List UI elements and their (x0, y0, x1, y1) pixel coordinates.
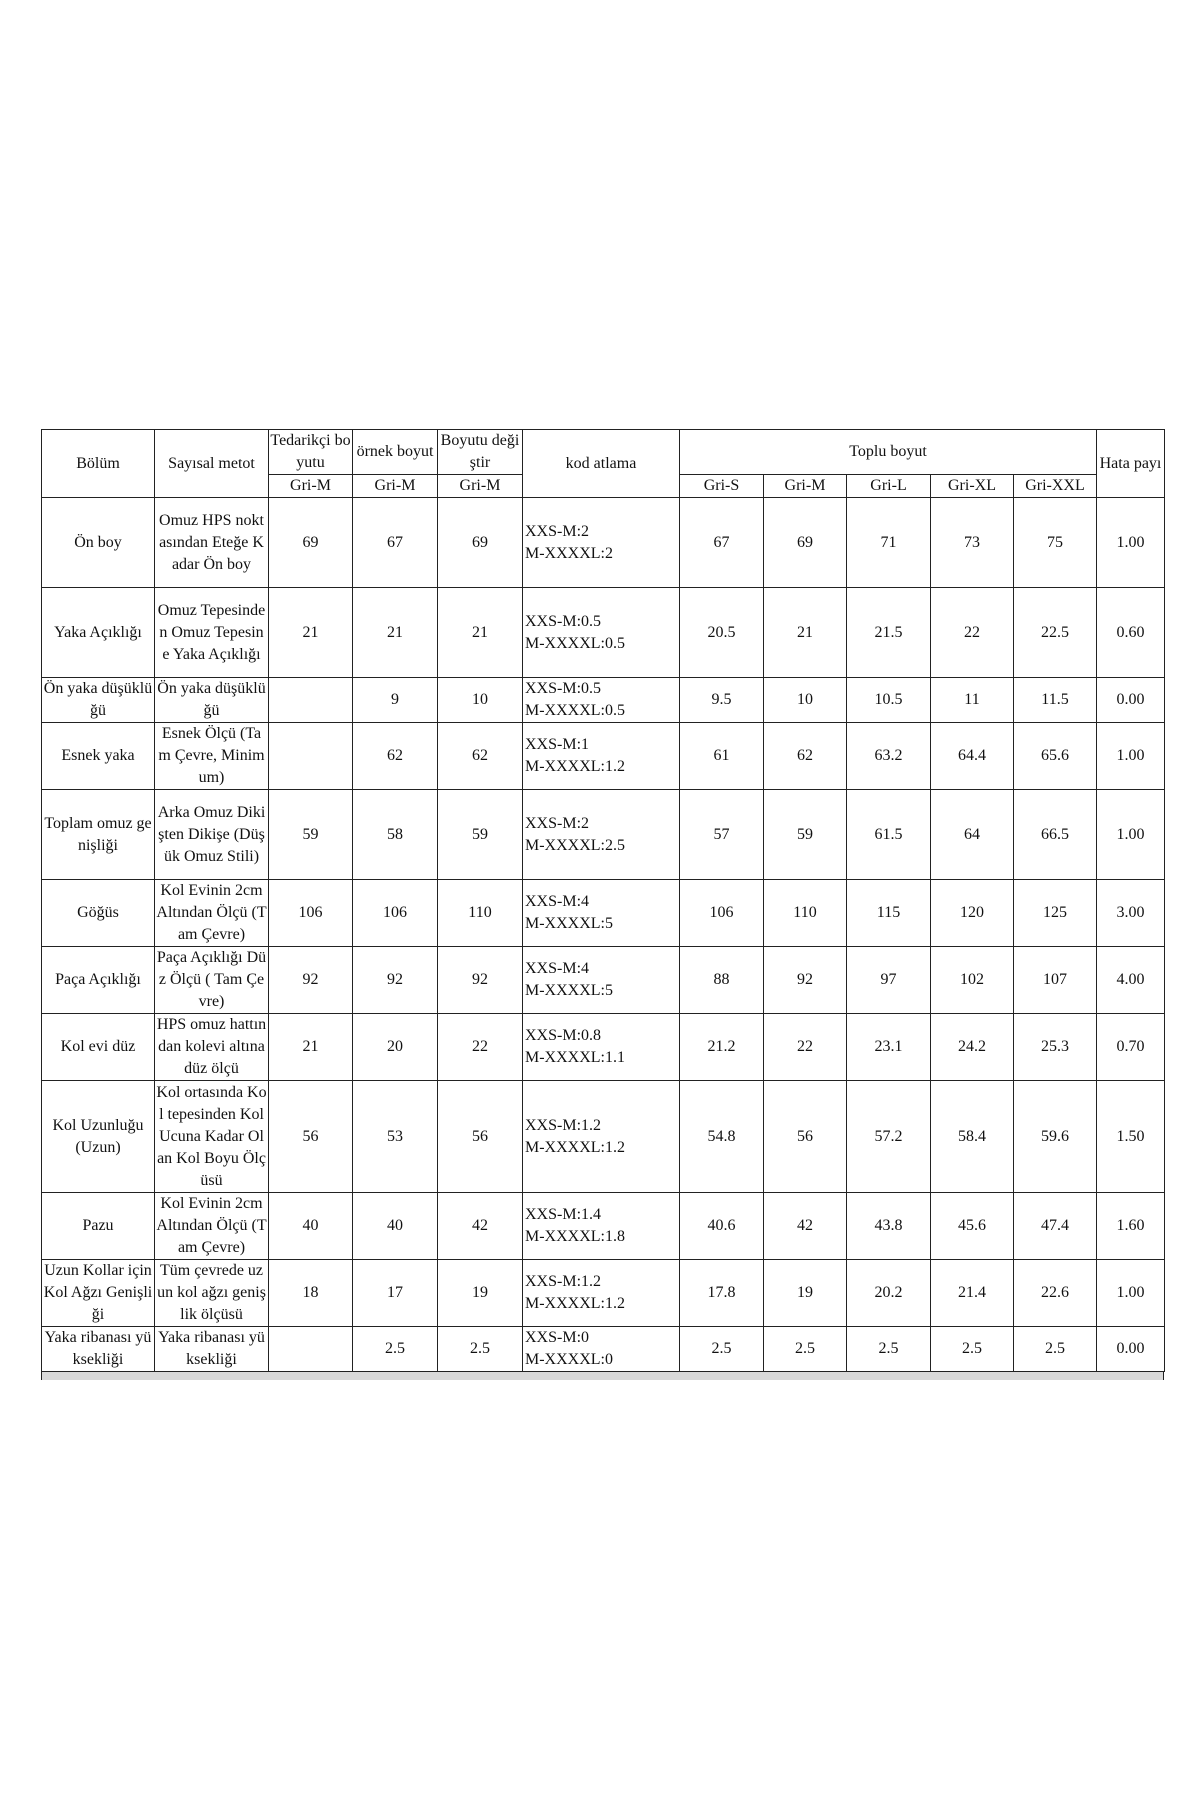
cell-degistir: 69 (438, 498, 523, 588)
cell-size-xxl: 59.6 (1014, 1081, 1097, 1193)
cell-ornek: 2.5 (353, 1327, 438, 1372)
header-size-m: Gri-M (764, 475, 847, 498)
cell-size-s: 9.5 (680, 678, 764, 723)
header-ornek-boyut: örnek boyut (353, 430, 438, 475)
cell-kod-atlama (523, 1193, 680, 1260)
cell-tedarikci: 106 (269, 880, 353, 947)
cell-tedarikci: 21 (269, 1014, 353, 1081)
cell-size-xxl: 65.6 (1014, 723, 1097, 790)
cell-hata-payi: 1.60 (1097, 1193, 1165, 1260)
cell-metot: Yaka ribanası yüksekliği (155, 1327, 269, 1372)
cell-hata-payi: 4.00 (1097, 947, 1165, 1014)
cell-size-l: 97 (847, 947, 931, 1014)
cell-bolum: Kol Uzunluğu (Uzun) (42, 1081, 155, 1193)
cell-bolum: Ön boy (42, 498, 155, 588)
cell-size-xl: 58.4 (931, 1081, 1014, 1193)
cell-size-xxl: 11.5 (1014, 678, 1097, 723)
cell-bolum: Kol evi düz (42, 1014, 155, 1081)
cell-size-m: 21 (764, 588, 847, 678)
cell-bolum: Pazu (42, 1193, 155, 1260)
cell-bolum: Esnek yaka (42, 723, 155, 790)
cell-size-s: 17.8 (680, 1260, 764, 1327)
cell-size-l: 43.8 (847, 1193, 931, 1260)
cell-size-m: 92 (764, 947, 847, 1014)
cell-bolum: Yaka ribanası yüksekliği (42, 1327, 155, 1372)
table-row (42, 1081, 1165, 1193)
cell-degistir: 21 (438, 588, 523, 678)
header-kod-atlama: kod atlama (523, 430, 680, 498)
cell-hata-payi: 3.00 (1097, 880, 1165, 947)
cell-kod-atlama (523, 1327, 680, 1372)
cell-size-m: 56 (764, 1081, 847, 1193)
cell-size-l: 21.5 (847, 588, 931, 678)
cell-hata-payi: 1.00 (1097, 723, 1165, 790)
cell-kod-atlama (523, 588, 680, 678)
cell-hata-payi: 0.00 (1097, 1327, 1165, 1372)
table-row (42, 678, 1165, 723)
cell-bolum: Ön yaka düşüklüğü (42, 678, 155, 723)
header-tedarikci-boyutu: Tedarikçi boyutu (269, 430, 353, 475)
cell-bolum: Paça Açıklığı (42, 947, 155, 1014)
kod-line-2: M-XXXXL:1.2 (525, 758, 625, 775)
cell-degistir: 42 (438, 1193, 523, 1260)
header-size-xxl: Gri-XXL (1014, 475, 1097, 498)
cell-ornek: 53 (353, 1081, 438, 1193)
cell-size-xl: 22 (931, 588, 1014, 678)
cell-ornek: 17 (353, 1260, 438, 1327)
kod-line-1: XXS-M:4 (525, 960, 590, 977)
cell-size-l: 2.5 (847, 1327, 931, 1372)
cell-hata-payi: 1.00 (1097, 790, 1165, 880)
table-footer-bar (41, 1372, 1164, 1380)
cell-size-xxl: 22.6 (1014, 1260, 1097, 1327)
cell-size-m: 2.5 (764, 1327, 847, 1372)
cell-ornek: 58 (353, 790, 438, 880)
kod-line-1: XXS-M:0.5 (525, 680, 602, 697)
header-size-l: Gri-L (847, 475, 931, 498)
cell-size-s: 57 (680, 790, 764, 880)
cell-size-xl: 120 (931, 880, 1014, 947)
cell-metot: Omuz Tepesinden Omuz Tepesine Yaka Açıklığı (155, 588, 269, 678)
cell-metot: Esnek Ölçü (Tam Çevre, Minimum) (155, 723, 269, 790)
cell-size-l: 23.1 (847, 1014, 931, 1081)
cell-size-xl: 11 (931, 678, 1014, 723)
table-row (42, 723, 1165, 790)
header-degistir-size: Gri-M (438, 475, 523, 498)
cell-size-xl: 64.4 (931, 723, 1014, 790)
cell-size-s: 54.8 (680, 1081, 764, 1193)
cell-degistir: 19 (438, 1260, 523, 1327)
kod-line-1: XXS-M:0 (525, 1329, 590, 1346)
cell-size-m: 10 (764, 678, 847, 723)
cell-size-s: 88 (680, 947, 764, 1014)
cell-kod-atlama (523, 498, 680, 588)
cell-metot: Paça Açıklığı Düz Ölçü ( Tam Çevre) (155, 947, 269, 1014)
cell-hata-payi: 1.00 (1097, 498, 1165, 588)
kod-line-1: XXS-M:2 (525, 814, 590, 832)
cell-ornek: 21 (353, 588, 438, 678)
cell-size-xxl: 66.5 (1014, 790, 1097, 880)
cell-kod-atlama (523, 947, 680, 1014)
cell-hata-payi: 0.60 (1097, 588, 1165, 678)
cell-kod-atlama (523, 790, 680, 880)
cell-tedarikci: 21 (269, 588, 353, 678)
cell-bolum: Toplam omuz genişliği (42, 790, 155, 880)
cell-size-m: 59 (764, 790, 847, 880)
cell-ornek: 62 (353, 723, 438, 790)
cell-size-xl: 102 (931, 947, 1014, 1014)
table-row (42, 1260, 1165, 1327)
header-tedarikci-size: Gri-M (269, 475, 353, 498)
cell-bolum: Göğüs (42, 880, 155, 947)
header-boyutu-degistir: Boyutu değiştir (438, 430, 523, 475)
cell-size-xxl: 75 (1014, 498, 1097, 588)
cell-tedarikci: 69 (269, 498, 353, 588)
cell-ornek: 106 (353, 880, 438, 947)
kod-line-2: M-XXXXL:2.5 (525, 836, 625, 854)
cell-size-xxl: 125 (1014, 880, 1097, 947)
cell-size-l: 57.2 (847, 1081, 931, 1193)
kod-line-1: XXS-M:0.8 (525, 1027, 602, 1044)
cell-size-xl: 45.6 (931, 1193, 1014, 1260)
table-row (42, 880, 1165, 947)
cell-size-xl: 64 (931, 790, 1014, 880)
cell-size-s: 40.6 (680, 1193, 764, 1260)
kod-line-2: M-XXXXL:1.1 (525, 1049, 625, 1066)
cell-kod-atlama (523, 880, 680, 947)
cell-size-s: 21.2 (680, 1014, 764, 1081)
header-bolum: Bölüm (42, 430, 155, 498)
cell-hata-payi: 1.50 (1097, 1081, 1165, 1193)
cell-metot: Kol Evinin 2cm Altından Ölçü (Tam Çevre) (155, 1193, 269, 1260)
cell-size-l: 71 (847, 498, 931, 588)
cell-size-s: 67 (680, 498, 764, 588)
header-hata-payi: Hata payı (1097, 430, 1165, 498)
cell-tedarikci: 56 (269, 1081, 353, 1193)
cell-degistir: 62 (438, 723, 523, 790)
cell-hata-payi: 0.70 (1097, 1014, 1165, 1081)
cell-size-m: 69 (764, 498, 847, 588)
header-ornek-size: Gri-M (353, 475, 438, 498)
cell-size-l: 10.5 (847, 678, 931, 723)
cell-hata-payi: 1.00 (1097, 1260, 1165, 1327)
table-body (42, 498, 1165, 1372)
table-row (42, 1014, 1165, 1081)
table-header (42, 430, 1165, 498)
cell-size-m: 22 (764, 1014, 847, 1081)
cell-size-xl: 21.4 (931, 1260, 1014, 1327)
cell-size-s: 61 (680, 723, 764, 790)
cell-size-xl: 73 (931, 498, 1014, 588)
kod-line-1: XXS-M:1.4 (525, 1206, 602, 1223)
cell-size-s: 106 (680, 880, 764, 947)
cell-kod-atlama (523, 1081, 680, 1193)
cell-metot: Tüm çevrede uzun kol ağzı genişlik ölçüsü (155, 1260, 269, 1327)
cell-degistir: 10 (438, 678, 523, 723)
cell-bolum: Yaka Açıklığı (42, 588, 155, 678)
cell-ornek: 67 (353, 498, 438, 588)
cell-hata-payi: 0.00 (1097, 678, 1165, 723)
cell-tedarikci: 40 (269, 1193, 353, 1260)
cell-size-m: 62 (764, 723, 847, 790)
cell-kod-atlama (523, 723, 680, 790)
kod-line-1: XXS-M:1.2 (525, 1273, 602, 1290)
cell-degistir: 59 (438, 790, 523, 880)
cell-tedarikci (269, 723, 353, 790)
header-toplu-boyut: Toplu boyut (680, 430, 1097, 475)
cell-size-m: 110 (764, 880, 847, 947)
cell-size-xxl: 2.5 (1014, 1327, 1097, 1372)
table-row (42, 498, 1165, 588)
kod-line-2: M-XXXXL:0.5 (525, 634, 625, 652)
table-row (42, 790, 1165, 880)
cell-size-s: 20.5 (680, 588, 764, 678)
cell-ornek: 40 (353, 1193, 438, 1260)
cell-bolum: Uzun Kollar için Kol Ağzı Genişliği (42, 1260, 155, 1327)
table-row (42, 1327, 1165, 1372)
cell-degistir: 2.5 (438, 1327, 523, 1372)
header-size-s: Gri-S (680, 475, 764, 498)
kod-line-2: M-XXXXL:0.5 (525, 702, 625, 719)
cell-size-l: 61.5 (847, 790, 931, 880)
cell-kod-atlama (523, 678, 680, 723)
cell-size-xxl: 22.5 (1014, 588, 1097, 678)
cell-ornek: 9 (353, 678, 438, 723)
kod-line-1: XXS-M:1.2 (525, 1116, 602, 1134)
cell-metot: Kol Evinin 2cm Altından Ölçü (Tam Çevre) (155, 880, 269, 947)
cell-degistir: 56 (438, 1081, 523, 1193)
kod-line-2: M-XXXXL:2 (525, 544, 613, 562)
cell-size-l: 20.2 (847, 1260, 931, 1327)
cell-metot: Ön yaka düşüklüğü (155, 678, 269, 723)
cell-size-xxl: 47.4 (1014, 1193, 1097, 1260)
cell-size-xxl: 107 (1014, 947, 1097, 1014)
cell-size-m: 42 (764, 1193, 847, 1260)
cell-degistir: 92 (438, 947, 523, 1014)
size-chart (41, 429, 1164, 1380)
cell-metot: HPS omuz hattından kolevi altına düz ölçü (155, 1014, 269, 1081)
cell-size-xl: 24.2 (931, 1014, 1014, 1081)
cell-ornek: 20 (353, 1014, 438, 1081)
cell-metot: Kol ortasında Kol tepesinden Kol Ucuna Kadar Olan Kol Boyu Ölçüsü (155, 1081, 269, 1193)
cell-tedarikci: 59 (269, 790, 353, 880)
cell-ornek: 92 (353, 947, 438, 1014)
kod-line-2: M-XXXXL:5 (525, 915, 613, 932)
cell-size-xl: 2.5 (931, 1327, 1014, 1372)
cell-tedarikci (269, 1327, 353, 1372)
cell-tedarikci: 18 (269, 1260, 353, 1327)
cell-size-l: 115 (847, 880, 931, 947)
cell-size-m: 19 (764, 1260, 847, 1327)
kod-line-2: M-XXXXL:1.8 (525, 1228, 625, 1245)
cell-metot: Omuz HPS noktasından Eteğe Kadar Ön boy (155, 498, 269, 588)
cell-metot: Arka Omuz Dikişten Dikişe (Düşük Omuz Stili) (155, 790, 269, 880)
header-sayisal-metot: Sayısal metot (155, 430, 269, 498)
cell-degistir: 110 (438, 880, 523, 947)
size-table (41, 429, 1165, 1372)
kod-line-1: XXS-M:1 (525, 736, 590, 753)
kod-line-1: XXS-M:4 (525, 893, 590, 910)
kod-line-1: XXS-M:2 (525, 522, 590, 540)
cell-kod-atlama (523, 1260, 680, 1327)
table-row (42, 947, 1165, 1014)
header-size-xl: Gri-XL (931, 475, 1014, 498)
cell-tedarikci: 92 (269, 947, 353, 1014)
cell-size-s: 2.5 (680, 1327, 764, 1372)
kod-line-2: M-XXXXL:5 (525, 982, 613, 999)
table-row (42, 1193, 1165, 1260)
table-row (42, 588, 1165, 678)
kod-line-2: M-XXXXL:1.2 (525, 1138, 625, 1156)
kod-line-1: XXS-M:0.5 (525, 612, 602, 630)
cell-size-l: 63.2 (847, 723, 931, 790)
kod-line-2: M-XXXXL:1.2 (525, 1295, 625, 1312)
cell-degistir: 22 (438, 1014, 523, 1081)
cell-tedarikci (269, 678, 353, 723)
cell-kod-atlama (523, 1014, 680, 1081)
cell-size-xxl: 25.3 (1014, 1014, 1097, 1081)
kod-line-2: M-XXXXL:0 (525, 1351, 613, 1368)
